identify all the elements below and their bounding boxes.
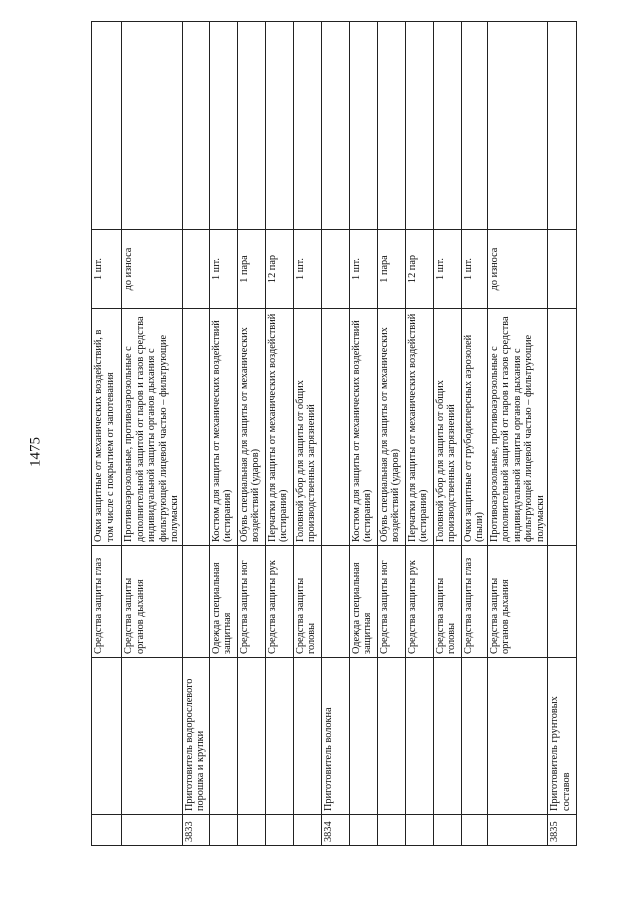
cell-number: [209, 815, 237, 846]
cell-profession: [405, 658, 433, 815]
cell-category: Средства защиты глаз: [92, 546, 122, 658]
cell-item: [548, 309, 577, 546]
cell-number: [487, 815, 548, 846]
cell-quantity: [321, 230, 349, 309]
cell-category: [182, 546, 209, 658]
cell-number: [237, 815, 265, 846]
cell-profession: [237, 658, 265, 815]
cell-item: Противоаэрозольные, противоаэрозольные с дополнительной защитой от паров и газов средства индивидуальной защиты органов дыхания с фильтрующей лицевой частью – фильтрующие полумаски: [122, 309, 183, 546]
cell-quantity: 1 шт.: [461, 230, 487, 309]
cell-profession: [487, 658, 548, 815]
table-row: [209, 22, 237, 846]
table-row: [487, 22, 548, 846]
cell-empty: [92, 22, 122, 230]
cell-quantity: до износа: [487, 230, 548, 309]
cell-quantity: 12 пар: [405, 230, 433, 309]
cell-number: [293, 815, 321, 846]
cell-quantity: 1 пара: [237, 230, 265, 309]
cell-empty: [265, 22, 293, 230]
cell-empty: [293, 22, 321, 230]
table-row: [461, 22, 487, 846]
table-row: [321, 22, 349, 846]
cell-item: Очки защитные от грубодисперсных аэрозолей (пыли): [461, 309, 487, 546]
cell-item: Перчатки для защиты от механических воздействий (истирания): [265, 309, 293, 546]
cell-quantity: 1 шт.: [92, 230, 122, 309]
cell-item: Перчатки для защиты от механических воздействий (истирания): [405, 309, 433, 546]
table-row: [293, 22, 321, 846]
cell-profession: Приготовитель водорослевого порошка и крупки: [182, 658, 209, 815]
cell-category: Средства защиты ног: [237, 546, 265, 658]
cell-quantity: 1 пара: [377, 230, 405, 309]
cell-item: Головной убор для защиты от общих производственных загрязнений: [293, 309, 321, 546]
cell-empty: [237, 22, 265, 230]
ppe-table-body: [92, 22, 577, 846]
cell-category: [548, 546, 577, 658]
cell-profession: [265, 658, 293, 815]
cell-item: Головной убор для защиты от общих производственных загрязнений: [433, 309, 461, 546]
cell-number: [405, 815, 433, 846]
cell-quantity: [548, 230, 577, 309]
cell-empty: [461, 22, 487, 230]
cell-category: Средства защиты органов дыхания: [487, 546, 548, 658]
cell-empty: [548, 22, 577, 230]
cell-quantity: до износа: [122, 230, 183, 309]
table-row: [433, 22, 461, 846]
cell-quantity: [182, 230, 209, 309]
cell-category: Одежда специальная защитная: [349, 546, 377, 658]
cell-item: Костюм для защиты от механических воздействий (истирания): [209, 309, 237, 546]
cell-number: [461, 815, 487, 846]
cell-item: Очки защитные от механических воздействий, в том числе с покрытием от запотевания: [92, 309, 122, 546]
cell-number: 3833: [182, 815, 209, 846]
ppe-table: [91, 21, 577, 846]
cell-empty: [405, 22, 433, 230]
cell-category: Средства защиты глаз: [461, 546, 487, 658]
table-row: [237, 22, 265, 846]
cell-item: Обувь специальная для защиты от механических воздействий (ударов): [377, 309, 405, 546]
cell-empty: [349, 22, 377, 230]
cell-number: [349, 815, 377, 846]
cell-item: [182, 309, 209, 546]
cell-category: Средства защиты ног: [377, 546, 405, 658]
cell-empty: [122, 22, 183, 230]
cell-item: Противоаэрозольные, противоаэрозольные с дополнительной защитой от паров и газов средства индивидуальной защиты органов дыхания с фильтрующей лицевой частью – фильтрующие полумаски: [487, 309, 548, 546]
cell-empty: [321, 22, 349, 230]
table-row: [265, 22, 293, 846]
cell-number: [265, 815, 293, 846]
cell-quantity: 1 шт.: [349, 230, 377, 309]
cell-profession: [461, 658, 487, 815]
table-row: [377, 22, 405, 846]
cell-category: [321, 546, 349, 658]
cell-quantity: 1 шт.: [293, 230, 321, 309]
cell-quantity: 1 шт.: [433, 230, 461, 309]
cell-profession: [92, 658, 122, 815]
cell-item: Обувь специальная для защиты от механических воздействий (ударов): [237, 309, 265, 546]
cell-empty: [182, 22, 209, 230]
table-row: [92, 22, 122, 846]
table-row: [182, 22, 209, 846]
cell-profession: [122, 658, 183, 815]
table-row: [548, 22, 577, 846]
cell-profession: [433, 658, 461, 815]
cell-category: Средства защиты органов дыхания: [122, 546, 183, 658]
cell-profession: Приготовитель волокна: [321, 658, 349, 815]
table-row: [349, 22, 377, 846]
cell-item: [321, 309, 349, 546]
rotated-table-wrapper: [91, 64, 572, 846]
table-row: [405, 22, 433, 846]
cell-empty: [433, 22, 461, 230]
cell-empty: [209, 22, 237, 230]
cell-number: 3834: [321, 815, 349, 846]
cell-profession: [377, 658, 405, 815]
cell-profession: Приготовитель грунтовых составов: [548, 658, 577, 815]
cell-category: Средства защиты рук: [265, 546, 293, 658]
cell-quantity: 1 шт.: [209, 230, 237, 309]
cell-category: Средства защиты головы: [293, 546, 321, 658]
cell-item: Костюм для защиты от механических воздействий (истирания): [349, 309, 377, 546]
table-row: [122, 22, 183, 846]
cell-category: Одежда специальная защитная: [209, 546, 237, 658]
cell-profession: [293, 658, 321, 815]
cell-empty: [377, 22, 405, 230]
page-number-text: 1475: [27, 437, 44, 467]
cell-quantity: 12 пар: [265, 230, 293, 309]
cell-number: 3835: [548, 815, 577, 846]
cell-profession: [209, 658, 237, 815]
cell-empty: [487, 22, 548, 230]
cell-number: [92, 815, 122, 846]
cell-number: [433, 815, 461, 846]
cell-category: Средства защиты рук: [405, 546, 433, 658]
cell-category: Средства защиты головы: [433, 546, 461, 658]
cell-number: [377, 815, 405, 846]
cell-profession: [349, 658, 377, 815]
cell-number: [122, 815, 183, 846]
